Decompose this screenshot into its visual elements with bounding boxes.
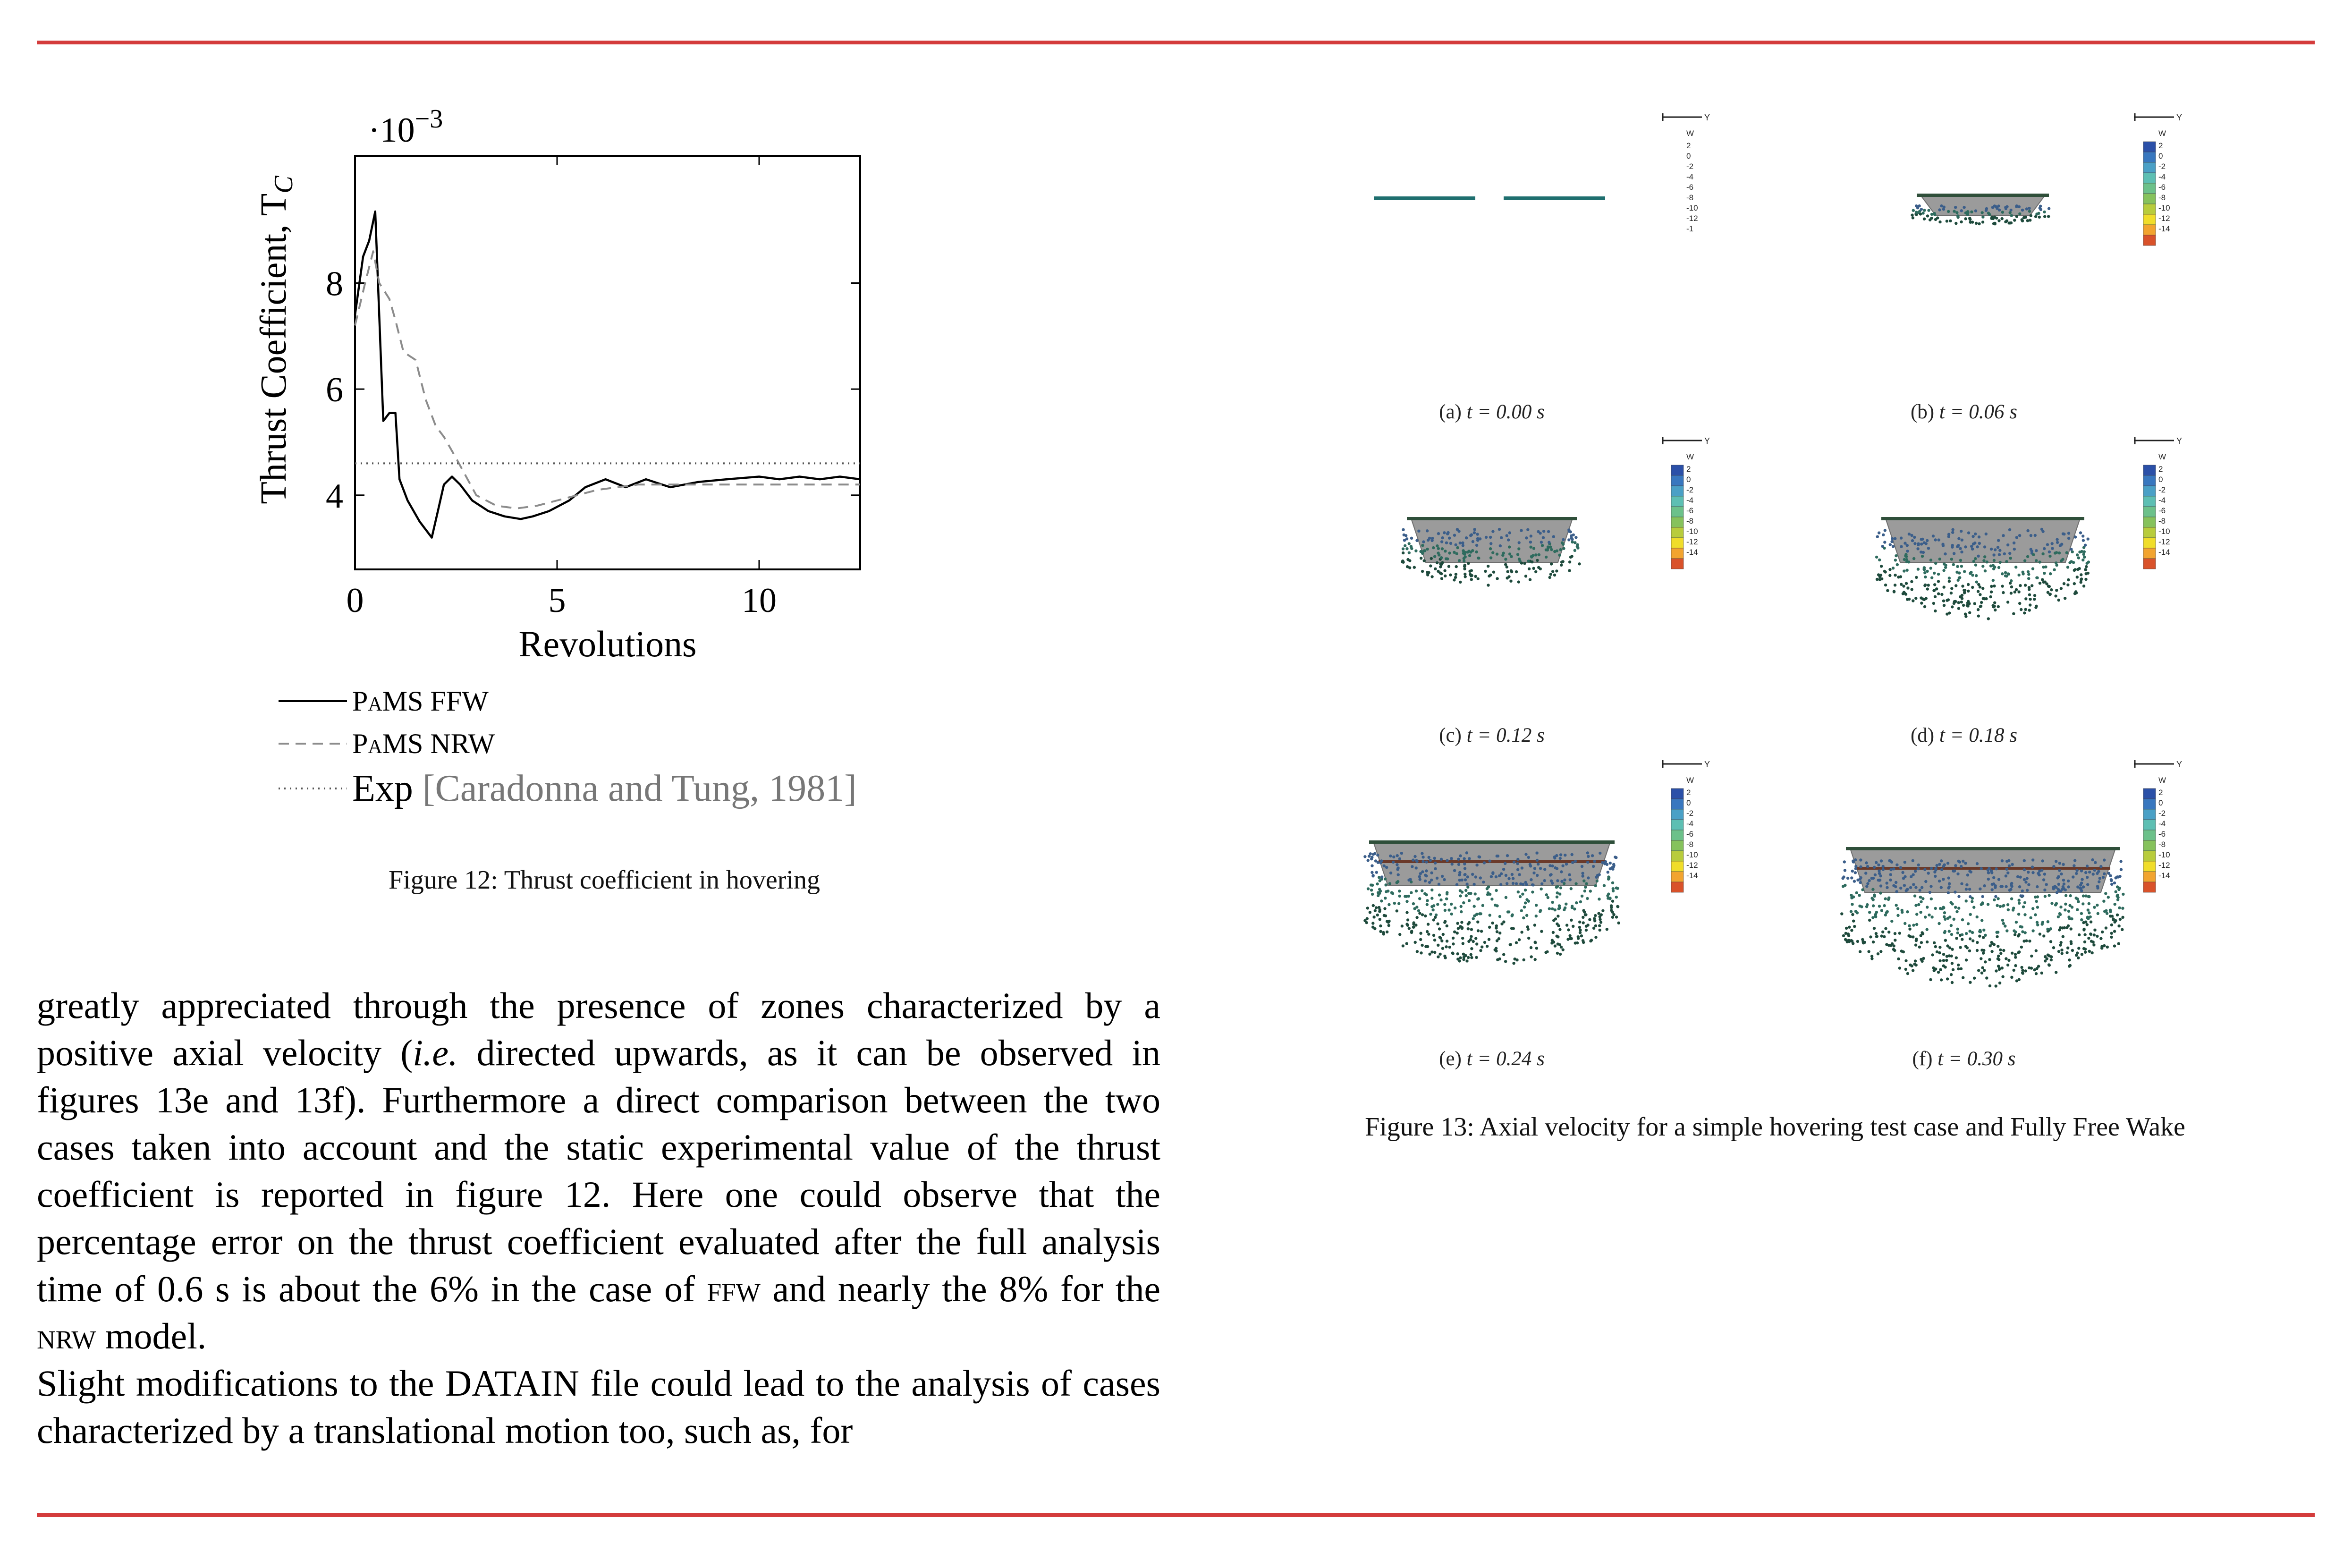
colorbar-tick: -10 xyxy=(1686,527,1698,536)
colorbar-tick: -8 xyxy=(1686,517,1694,525)
colorbar xyxy=(1686,129,1698,233)
body-text xyxy=(37,982,1160,1454)
colorbar-tick: -4 xyxy=(1686,819,1694,828)
x-axis-label: Revolutions xyxy=(518,623,697,664)
colorbar-tick: 2 xyxy=(1686,141,1691,150)
colorbar-tick: 0 xyxy=(1686,475,1691,484)
figure-13-panel-c xyxy=(1350,432,1803,725)
colorbar-tick: -2 xyxy=(2158,485,2166,494)
colorbar-title: W xyxy=(2158,452,2166,461)
plot-frame xyxy=(355,156,860,569)
subfigure-time: t = 0.30 s xyxy=(1937,1048,2016,1070)
figure-12-caption: Figure 12: Thrust coefficient in hovering xyxy=(389,865,820,895)
colorbar-title: W xyxy=(1686,776,1694,785)
subfigure-time: t = 0.18 s xyxy=(1939,724,2018,746)
subfigure-label: (a) xyxy=(1439,401,1467,423)
figure-13-panel-b xyxy=(1822,109,2276,401)
colorbar xyxy=(1671,452,1698,569)
rotor-wake-plot xyxy=(1401,517,1581,587)
rotor-wake-plot xyxy=(1840,847,2125,988)
subfigure-caption-c xyxy=(1350,724,1633,747)
legend-item-exp xyxy=(279,765,1034,812)
rotor-wake-plot xyxy=(1875,517,2090,620)
colorbar-tick: -12 xyxy=(2158,214,2170,223)
colorbar-tick: -4 xyxy=(1686,172,1694,181)
bottom-rule xyxy=(37,1513,2315,1517)
subfigure-label: (e) xyxy=(1439,1048,1467,1070)
colorbar-tick: 2 xyxy=(1686,465,1691,474)
colorbar-tick: 0 xyxy=(2158,152,2163,161)
colorbar-tick: -4 xyxy=(2158,172,2166,181)
colorbar xyxy=(1671,776,1698,892)
colorbar-tick: -6 xyxy=(2158,506,2166,515)
colorbar-title: W xyxy=(1686,452,1694,461)
colorbar-tick: -4 xyxy=(1686,496,1694,505)
colorbar-tick: -2 xyxy=(1686,809,1694,818)
axis-label: Y xyxy=(1704,760,1710,769)
y-tick-label: 4 xyxy=(326,476,343,516)
subfigure-time: t = 0.00 s xyxy=(1466,401,1545,423)
series-line-dashed xyxy=(355,251,860,509)
legend-swatch-dashed xyxy=(279,739,349,748)
subfigure-label: (f) xyxy=(1912,1048,1938,1070)
colorbar-tick: -10 xyxy=(2158,527,2170,536)
rotor-wake-plot xyxy=(1363,840,1620,965)
colorbar-title: W xyxy=(2158,776,2166,785)
paragraph-1: greatly appreciated through the presence of zones characterized by a positive axial velocity (i.e. directed upwards, as it can be observed in figures 13e and 13f). Furthermore a direct comparison between the two cases taken into account and the static experimental value of the thrust coefficient is reported in figure 12. Here one could observe that the percentage error on the thrust coefficient evaluated after the full analysis time of 0.6 s is about the 6% in the case of ffw and nearly the 8% for the nrw model. xyxy=(37,985,1161,1356)
colorbar-tick: -12 xyxy=(2158,861,2170,870)
x-tick-label: 10 xyxy=(742,581,777,620)
colorbar-tick: 2 xyxy=(2158,141,2163,150)
colorbar-tick: -2 xyxy=(1686,162,1694,171)
y-tick-label: 8 xyxy=(326,264,343,304)
colorbar-tick: 0 xyxy=(2158,475,2163,484)
subfigure-time: t = 0.06 s xyxy=(1939,401,2018,423)
subfigure-label: (b) xyxy=(1910,401,1939,423)
legend-swatch-solid xyxy=(279,696,349,706)
legend-item-ffw xyxy=(279,680,1034,722)
colorbar-tick: -6 xyxy=(1686,183,1694,192)
colorbar-tick: -8 xyxy=(1686,193,1694,202)
axis-label: Y xyxy=(1704,113,1710,122)
colorbar-tick: -14 xyxy=(2158,224,2170,233)
axis-triad-icon xyxy=(2134,760,2182,769)
colorbar-tick: -6 xyxy=(2158,183,2166,192)
colorbar-tick: -2 xyxy=(1686,485,1694,494)
legend-citation[interactable]: [Caradonna and Tung, 1981] xyxy=(422,767,857,809)
colorbar-tick: -10 xyxy=(2158,850,2170,859)
axis-label: Y xyxy=(2176,113,2183,122)
colorbar-tick: -4 xyxy=(2158,496,2166,505)
figure-13-panel-f xyxy=(1822,755,2276,1048)
subfigure-label: (c) xyxy=(1439,724,1467,746)
colorbar-tick: -4 xyxy=(2158,819,2166,828)
rotor-wake-plot xyxy=(1374,196,1605,200)
figure-12-legend xyxy=(279,680,1034,812)
colorbar-tick: -12 xyxy=(1686,861,1698,870)
legend-label-nrw: PaMS NRW xyxy=(352,728,495,759)
figure-13-panel-a xyxy=(1350,109,1803,401)
colorbar-tick: 2 xyxy=(2158,465,2163,474)
subfigure-caption-f xyxy=(1822,1047,2106,1070)
series-layer xyxy=(355,212,860,538)
colorbar-tick: -14 xyxy=(1686,871,1698,880)
rotor-wake-plot xyxy=(1911,194,2050,225)
colorbar-title: W xyxy=(1686,129,1694,138)
axis-label: Y xyxy=(1704,436,1710,446)
figure-13-panel-e xyxy=(1350,755,1803,1048)
colorbar-tick: 0 xyxy=(1686,152,1691,161)
figure-12-chart xyxy=(236,94,973,680)
colorbar-tick: 0 xyxy=(1686,798,1691,807)
colorbar-tick: -6 xyxy=(2158,830,2166,839)
figure-13-caption: Figure 13: Axial velocity for a simple hovering test case and Fully Free Wake xyxy=(1365,1112,2185,1142)
colorbar-tick: -10 xyxy=(1686,850,1698,859)
legend-swatch-dotted xyxy=(279,784,349,793)
subfigure-time: t = 0.12 s xyxy=(1466,724,1545,746)
axis-label: Y xyxy=(2176,760,2183,769)
colorbar-tick: -12 xyxy=(2158,537,2170,546)
colorbar-title: W xyxy=(2158,129,2166,138)
axis-ticks xyxy=(326,156,860,620)
colorbar-tick: -8 xyxy=(2158,517,2166,525)
colorbar-tick: -14 xyxy=(2158,548,2170,557)
subfigure-caption-e xyxy=(1350,1047,1633,1070)
colorbar-tick: -14 xyxy=(2158,871,2170,880)
legend-label-ffw: PaMS FFW xyxy=(352,685,489,717)
colorbar-tick: 0 xyxy=(2158,798,2163,807)
paragraph-2: Slight modifications to the DATAIN file could lead to the analysis of cases characterized by a translational motion too, such as, for xyxy=(37,1363,1160,1451)
colorbar-tick: -8 xyxy=(2158,840,2166,849)
colorbar-tick: -6 xyxy=(1686,830,1694,839)
y-exponent: $\cdot 10^{-3}$ xyxy=(368,104,443,150)
colorbar-tick: -1 xyxy=(1686,224,1694,233)
colorbar xyxy=(2143,129,2170,246)
colorbar-tick: 2 xyxy=(1686,788,1691,797)
axis-triad-icon xyxy=(2134,436,2182,446)
top-rule xyxy=(37,41,2315,44)
figure-13-panel-d xyxy=(1822,432,2276,725)
colorbar-tick: -14 xyxy=(1686,548,1698,557)
subfigure-caption-a xyxy=(1350,400,1633,424)
axis-triad-icon xyxy=(1662,113,1710,122)
subfigure-caption-d xyxy=(1822,724,2106,747)
axis-triad-icon xyxy=(1662,760,1710,769)
subfigure-label: (d) xyxy=(1910,724,1939,746)
legend-item-nrw xyxy=(279,722,1034,765)
colorbar-tick: -10 xyxy=(1686,203,1698,212)
colorbar-tick: -2 xyxy=(2158,809,2166,818)
colorbar-tick: -6 xyxy=(1686,506,1694,515)
axis-triad-icon xyxy=(2134,113,2182,122)
subfigure-caption-b xyxy=(1822,400,2106,424)
colorbar-tick: -8 xyxy=(1686,840,1694,849)
y-tick-label: 6 xyxy=(326,371,343,410)
subfigure-time: t = 0.24 s xyxy=(1466,1048,1545,1070)
colorbar-tick: -2 xyxy=(2158,162,2166,171)
legend-label-exp: Exp xyxy=(352,767,413,809)
x-tick-label: 5 xyxy=(548,581,566,620)
colorbar-tick: -12 xyxy=(1686,214,1698,223)
axis-label: Y xyxy=(2176,436,2183,446)
x-tick-label: 0 xyxy=(346,581,364,620)
colorbar xyxy=(2143,452,2170,569)
y-axis-label: Thrust Coefficient, TC xyxy=(253,176,298,504)
colorbar-tick: 2 xyxy=(2158,788,2163,797)
colorbar-tick: -10 xyxy=(2158,203,2170,212)
axis-triad-icon xyxy=(1662,436,1710,446)
colorbar-tick: -12 xyxy=(1686,537,1698,546)
colorbar xyxy=(2143,776,2170,892)
colorbar-tick: -8 xyxy=(2158,193,2166,202)
